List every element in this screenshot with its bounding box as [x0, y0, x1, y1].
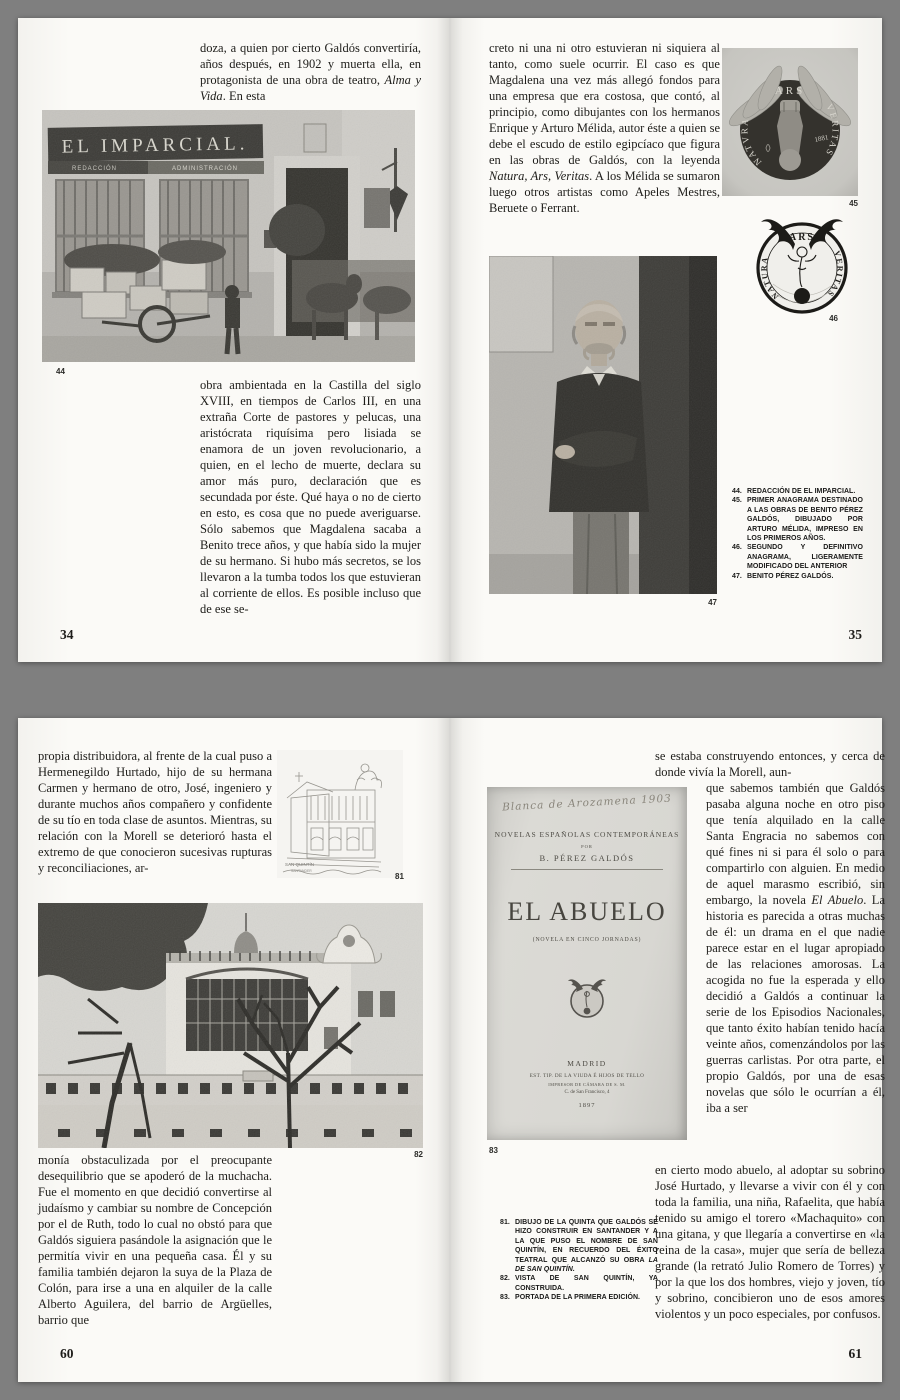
caption-46 [732, 543, 863, 571]
caption-81-text-main: DIBUJO DE LA QUINTA QUE GALDÓS SE HIZO CONSTRUIR EN SANTANDER Y A LA QUE PUSO EL NOMBRE DE SAN QUINTÍN, EN RECUERDO DEL ÉXITO TEATRAL QUE ALCANZÓ SU OBRA [515, 1219, 658, 1264]
cover-rule [511, 869, 663, 870]
p61-wrapped-post: . La historia es parecida a otras muchas de él: un drama en el que nadie parece estar en el lugar apropiado de las relaciones amorosas. La acogida no fue la esperada y ello decidió a Galdós a continuar la serie de los Episodios Nacionales, que tanto éxito habían tenido hacía veinte años, comenzándolos por las guerras carlistas. Por otra parte, el propio Galdós, por una de esas novelas que sólo le ocurrían a él, iba a ser [706, 893, 885, 1115]
p34-intro-worktitle: Alma y Vida [200, 73, 421, 103]
emblem45-ars-text: ARS [774, 85, 806, 97]
caption-45-text: PRIMER ANAGRAMA DESTINADO A LAS OBRAS DE BENITO PÉREZ GALDÓS, DIBUJADO POR ARTURO MÉLIDA, IMPRESO EN LOS PRIMEROS AÑOS. [747, 497, 863, 543]
figure-captions-61 [500, 1218, 658, 1303]
p35-body-paragraph [489, 40, 720, 216]
caption-47-text: BENITO PÉREZ GALDÓS. [747, 572, 834, 580]
drawing-title-text: SAN QUINTÍN [285, 862, 315, 867]
emblem46-ars-text: ARS [788, 232, 816, 243]
page-seam [437, 18, 463, 662]
cover-title: EL ABUELO [507, 897, 667, 926]
portrait-illustration [489, 256, 717, 594]
caption-81-text-italic: LA DE SAN QUINTÍN. [515, 1256, 658, 1274]
p35-body-post: . A los Mélida se sumaron luego otros artistas como Apeles Mestres, Beruete o Ferrant. [489, 169, 720, 215]
cover-imprint-3: C. de San Francisco, 4 [564, 1090, 610, 1095]
p60-body-paragraph: monía obstaculizada por el preocupante desequilibrio que se apoderó de la muchacha. Fue el momento en que decidió convertirse al judaísmo y cambiar su nombre de Concepción por el de Ruth, todo lo cual no obstó para que Galdós siguiera pasándole la asignación que le permitía vivir en una pequeña casa. Él y su familia también dejaron la suya de la Plaza de Colón, para irse a una en alquiler de la calle Alberto Aguilera, del barrio de Argüelles, barrio que [38, 1153, 272, 1327]
figure-81-number: 81 [395, 872, 404, 881]
p34-intro-post: . En esta [222, 89, 266, 103]
caption-45-number: 45. [732, 497, 742, 505]
figure-83-book-cover-el-abuelo [487, 787, 687, 1140]
figure-83-number: 83 [489, 1146, 498, 1155]
p61-wrapped-novel-title: El Abuelo [811, 893, 864, 907]
figure-45-anagram-photo [722, 48, 858, 196]
caption-46-number: 46. [732, 544, 742, 552]
caption-81 [500, 1218, 658, 1274]
caption-44-number: 44. [732, 488, 742, 495]
figure-47-number: 47 [708, 598, 717, 607]
caption-83-text: PORTADA DE LA PRIMERA EDICIÓN. [515, 1294, 641, 1302]
p34-intro-paragraph [200, 40, 421, 104]
figure-46-number: 46 [829, 314, 838, 323]
caption-81-text [515, 1218, 658, 1274]
figure-44-photo-el-imparcial [42, 110, 415, 362]
cover-por: POR [581, 844, 593, 849]
figure-81-drawing-san-quintin [277, 750, 403, 878]
cover-subtitle: (NOVELA EN CINCO JORNADAS) [532, 937, 642, 943]
page-number-61: 61 [848, 1346, 862, 1361]
p61-paragraph-full-top: se estaba construyendo entonces, y cerca de donde vivía la Morell, aun- [655, 749, 885, 779]
p61-paragraph-full-bottom: en cierto modo abuelo, al adoptar su sobrino José Hurtado, y llevarse a vivir con él y con toda la familia, una niña, Rafaelita, que había tenido su amigo el torero «Machaquito» con una gitana, y que llegaría a convertirse en «la reina de la casa», mujer que sería de belleza grande (la retrató Julio Romero de Torres) y por la que los dos hombres, viejo y joven, tío y sobrino, concibieron uno de esos amores violentos y un poco especiales, por confusos. [655, 1163, 885, 1321]
page-number-60: 60 [60, 1346, 74, 1361]
p60-intro-paragraph: propia distribuidora, al frente de la cual puso a Hermenegildo Hurtado, hijo de su hermana Carmen y hermano de otro, José, ingeniero y durante muchos años compañero y confidente de su tío en toda clase de asuntos. Mientras, su relación con la Morell se deterioró hasta el extremo de que conocieron sucesivas rupturas y reconciliaciones, ar- [38, 749, 272, 875]
caption-82 [500, 1274, 658, 1293]
emblem45-year-text: 1881 [813, 133, 830, 144]
figure-44-number: 44 [56, 367, 65, 376]
cover-year: 1897 [578, 1102, 596, 1109]
san-quintin-drawing-illustration [277, 750, 403, 878]
sign-administracion-text: ADMINISTRACIÓN [172, 166, 239, 172]
caption-45 [732, 496, 863, 543]
emblem46-natura-text: NATURA [759, 255, 781, 301]
page-number-34: 34 [60, 627, 74, 642]
p61-wrapped-pre: que sabemos también que Galdós pasaba alguna noche en otro piso que tenía alquilado en la calle Santa Engracia no sabemos con qué fines ni si para él solo o para compartirlo con alguien. En medio de aquel marasmo escribió, sin embargo, la novela [706, 781, 885, 907]
caption-83 [500, 1293, 658, 1302]
caption-83-number: 83. [500, 1294, 510, 1302]
caption-47 [732, 572, 863, 581]
figure-82-photo-san-quintin [38, 903, 423, 1148]
figure-46-anagram-lineart [745, 206, 860, 318]
figure-82-number: 82 [414, 1150, 423, 1159]
page-number-35: 35 [848, 627, 862, 642]
cover-series-title: NOVELAS ESPAÑOLAS CONTEMPORÁNEAS [494, 830, 680, 839]
p35-body-motto: Natura, Ars, Veritas [489, 169, 590, 183]
spread-pages-34-35 [18, 18, 882, 662]
caption-46-text: SEGUNDO Y DEFINITIVO ANAGRAMA, LIGERAMENTE MODIFICADO DEL ANTERIOR [747, 544, 863, 571]
emblem45-veritas-text: VERITAS [823, 102, 841, 159]
sign-redaccion-text: REDACCIÓN [72, 166, 118, 172]
el-imparcial-photo-illustration [42, 110, 415, 362]
emblem45-natura-text: NATVRA [739, 116, 764, 168]
cover-emblem [565, 975, 609, 1021]
cover-city: MADRID [567, 1059, 607, 1068]
cover-imprint-2: IMPRESOR DE CÁMARA DE S. M. [548, 1082, 626, 1087]
anagram-46-illustration [745, 206, 860, 318]
caption-81-number: 81. [500, 1219, 510, 1226]
spread-pages-60-61 [18, 718, 885, 1382]
figure-45-number: 45 [849, 199, 858, 208]
caption-82-text: VISTA DE SAN QUINTÍN, YA CONSTRUIDA. [515, 1275, 658, 1292]
p35-body-pre: creto ni una ni otro estuvieran ni siquiera al tanto, como suele ocurrir. El caso es que Magdalena una vez más allegó fondos para una empresa que era costosa, que contó, al principio, como dibujantes con los hermanos Enrique y Arturo Mélida, autor éste a quien se debe el escudo de estilo egipcíaco que figura en las obras de Galdós, con la leyenda [489, 41, 720, 167]
p61-paragraph-wrapped [706, 780, 885, 1116]
figure-47-portrait-galdos [489, 256, 717, 594]
caption-82-number: 82. [500, 1275, 510, 1283]
figure-captions-35 [732, 487, 863, 581]
anagram-45-illustration [722, 48, 858, 196]
cover-handwriting: Blanca de Arozamena 1903 [501, 792, 673, 814]
emblem46-veritas-text: VERITAS [825, 249, 845, 300]
caption-44 [732, 487, 863, 496]
san-quintin-photo-illustration [38, 903, 423, 1148]
caption-47-number: 47. [732, 572, 742, 580]
sign-title-text: EL IMPARCIAL. [61, 133, 249, 158]
cover-author: B. PÉREZ GALDÓS [539, 853, 635, 863]
p34-body-paragraph: obra ambientada en la Castilla del siglo XVIII, en tiempos de Carlos III, en una extraña Corte de pastores y pelucas, una aristócrata riquísima pero lisiada se enamora de un joven revolucionario, a quien, en el lecho de muerte, declara su amor más puro, declaración que es secundada por éste. Qué haya o no de cierto en esto, es cosa que no puede averiguarse. Sólo sabemos que Magdalena sacaba a Benito trece años, y que había sido la mujer de su hermano. Si hubo más secretos, se los llevaron a la tumba todos los que estuvieran al corriente de ellos. Es posible incluso que de ese se- [200, 378, 421, 616]
drawing-subtitle-text: SANTANDER [291, 869, 312, 873]
caption-44-text: REDACCIÓN DE EL IMPARCIAL. [747, 488, 856, 495]
page-seam [437, 718, 463, 1382]
p34-intro-pre: doza, a quien por cierto Galdós convertiría, años después, en 1902 y muerta ella, en protagonista de una obra de teatro, [200, 41, 421, 87]
cover-imprint-1: EST. TIP. DE LA VIUDA É HIJOS DE TELLO [529, 1073, 645, 1079]
